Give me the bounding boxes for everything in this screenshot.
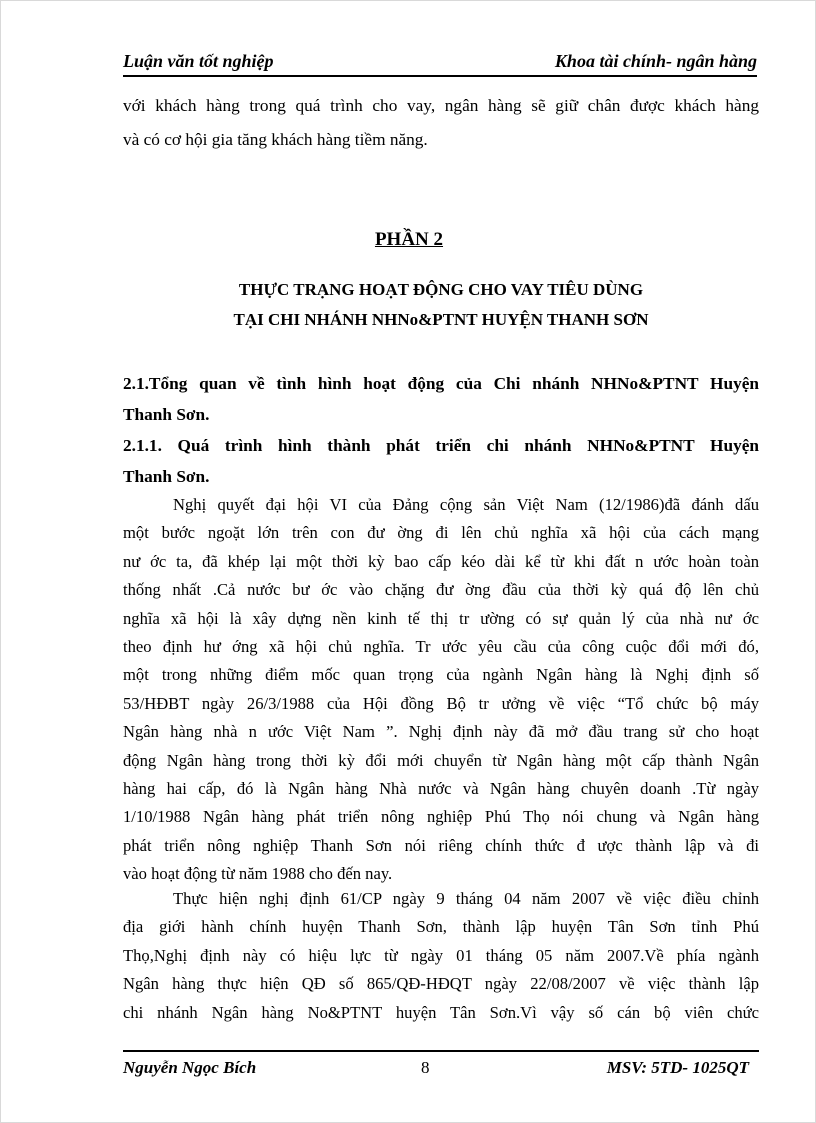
paragraph-line: một bước ngoặt lớn trên con đư ờng đi lên chủ nghĩa xã hội của cách mạng <box>123 523 759 543</box>
chapter-title <box>123 275 759 335</box>
footer-student-id: MSV: 5TD- 1025QT <box>606 1058 749 1077</box>
paragraph-line: địa giới hành chính huyện Thanh Sơn, thành lập huyện Tân Sơn tỉnh Phú <box>123 917 759 937</box>
section-heading-line: 2.1.Tổng quan về tình hình hoạt động của Chi nhánh NHNo&PTNT Huyện <box>123 374 759 393</box>
paragraph-line: nghĩa xã hội là xây dựng nền kinh tế thị tr ường có sự quản lý của nhà nư ớc <box>123 608 759 628</box>
paragraph-line: nư ớc ta, đã khép lại một thời kỳ bao cấp kéo dài kể từ khi đất n ước hoàn toàn <box>123 551 759 571</box>
paragraph-line: Ngân hàng thực hiện QĐ số 865/QĐ-HĐQT ngày 22/08/2007 về việc thành lập <box>123 974 759 994</box>
page-header <box>123 49 757 77</box>
paragraph-line: Thực hiện nghị định 61/CP ngày 9 tháng 04 năm 2007 về việc điều chỉnh <box>173 889 759 908</box>
section-heading-line: 2.1.1. Quá trình hình thành phát triển chi nhánh NHNo&PTNT Huyện <box>123 436 759 455</box>
paragraph-line: Nghị quyết đại hội VI của Đảng cộng sản Việt Nam (12/1986)đã đánh dấu <box>173 495 759 514</box>
paragraph-line: vào hoạt động từ năm 1988 cho đến nay. <box>123 864 393 884</box>
paragraph-line: Thọ,Nghị định này có hiệu lực từ ngày 01 tháng 05 năm 2007.Về phía ngành <box>123 945 759 965</box>
paragraph-line: hàng hai cấp, đó là Ngân hàng Nhà nước và Ngân hàng chuyên doanh .Từ ngày <box>123 779 759 799</box>
section-heading-line: Thanh Sơn. <box>123 405 210 424</box>
paragraph-line: một trong những điểm mốc quan trọng của ngành Ngân hàng là Nghị định số <box>123 665 759 685</box>
paragraph-line: theo định hư ớng xã hội chủ nghĩa. Tr ước yêu cầu của công cuộc đổi mới đó, <box>123 637 759 657</box>
paragraph-line: 1/10/1988 Ngân hàng phát triển nông nghiệp Phú Thọ nói chung và Ngân hàng <box>123 807 759 827</box>
footer-page-number: 8 <box>421 1058 430 1077</box>
paragraph-line: Ngân hàng nhà n ước Việt Nam ”. Nghị định này đã mở đầu trang sử cho hoạt <box>123 722 759 742</box>
page-footer <box>123 1050 759 1082</box>
chapter-title-line: TẠI CHI NHÁNH NHNo&PTNT HUYỆN THANH SƠN <box>233 310 649 329</box>
decree-paragraph <box>123 885 759 1027</box>
paragraph-line: động Ngân hàng trong thời kỳ đổi mới chuyển từ Ngân hàng một cấp thành Ngân <box>123 750 759 770</box>
intro-line: và có cơ hội gia tăng khách hàng tiềm năng. <box>123 130 428 149</box>
intro-line: với khách hàng trong quá trình cho vay, ngân hàng sẽ giữ chân được khách hàng <box>123 96 759 115</box>
section-heading-2-1-1 <box>123 430 759 492</box>
header-faculty-label: Khoa tài chính- ngân hàng <box>554 51 757 71</box>
paragraph-line: thống nhất .Cả nước bư ớc vào chặng đư ờng đầu của thời kỳ quá độ lên chủ <box>123 580 759 600</box>
part-label: PHẦN 2 <box>374 229 444 250</box>
footer-author: Nguyễn Ngọc Bích <box>123 1058 257 1077</box>
section-heading-2-1 <box>123 368 759 430</box>
chapter-title-line: THỰC TRẠNG HOẠT ĐỘNG CHO VAY TIÊU DÙNG <box>238 280 644 299</box>
section-heading-line: Thanh Sơn. <box>123 467 210 486</box>
intro-paragraph <box>123 89 759 157</box>
header-thesis-label: Luận văn tốt nghiệp <box>123 51 274 71</box>
paragraph-line: 53/HĐBT ngày 26/3/1988 của Hội đồng Bộ tr ưởng về việc “Tổ chức bộ máy <box>123 693 759 713</box>
paragraph-line: phát triển nông nghiệp Thanh Sơn nói riêng chính thức đ ược thành lập và đi <box>123 835 759 855</box>
paragraph-line: chi nhánh Ngân hàng No&PTNT huyện Tân Sơn.Vì vậy số cán bộ viên chức <box>123 1002 759 1022</box>
part-heading <box>1 229 816 251</box>
history-paragraph <box>123 491 759 889</box>
